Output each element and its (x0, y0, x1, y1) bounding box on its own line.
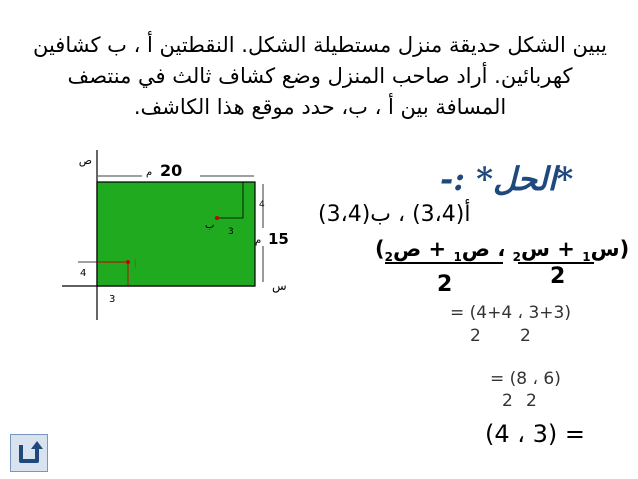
step-1-text: = (4+4 ، 3+3) (450, 303, 571, 323)
step-1-den-a: 2 (470, 326, 481, 346)
point-a-x: 3 (109, 294, 116, 305)
point-a-marker (126, 260, 130, 264)
point-a-label: أ (134, 261, 137, 271)
x-axis-label: س (272, 279, 287, 293)
midpoint-formula (375, 237, 629, 264)
formula-sub-x1: 1 (582, 250, 591, 265)
step-2-den-a: 2 (502, 391, 513, 411)
formula-sub-y1: 1 (453, 250, 462, 265)
point-b-label: ب (205, 220, 215, 231)
points-line: أ(3،4) ، ب(3،4) (318, 202, 471, 227)
problem-line-1: يبين الشكل حديقة منزل مستطيلة الشكل. النقطتين أ ، ب كشافين (32, 33, 608, 57)
problem-line-2: كهربائين. أراد صاحب المنزل وضع كشاف ثالث في منتصف (67, 64, 573, 88)
return-button[interactable] (10, 434, 48, 472)
step-2-den-b: 2 (526, 391, 537, 411)
formula-sub-x2: 2 (512, 250, 522, 265)
fraction-bar-left (385, 262, 503, 264)
point-b-x: 3 (228, 227, 234, 237)
denominator-right: 2 (550, 264, 566, 289)
y-axis-label: ص (78, 154, 92, 167)
width-value: 20 (160, 161, 183, 180)
problem-line-3: المسافة بين أ ، ب، حدد موقع هذا الكاشف. (133, 95, 507, 119)
final-answer: (4 ، 3) = (485, 420, 586, 448)
point-b-marker (215, 216, 219, 220)
return-arrow-icon (11, 435, 47, 471)
step-2: = (8 ، 6) (490, 369, 561, 389)
point-b-y: 4 (259, 200, 265, 210)
formula-close: ) (619, 237, 630, 261)
width-unit: م (146, 167, 153, 178)
solution-heading: *الحل* :- (440, 160, 574, 198)
formula-comma-y: ، ص (461, 237, 513, 261)
height-unit: م (255, 235, 262, 246)
formula-open: (س (375, 237, 620, 261)
step-1 (450, 303, 571, 323)
height-value: 15 (268, 230, 289, 248)
denominator-left: 2 (437, 272, 453, 297)
step-1-den-b: 2 (520, 326, 531, 346)
formula-plus-x: + س (521, 237, 583, 261)
formula-plus-y: + ص (392, 237, 454, 261)
formula-sub-y2: 2 (384, 250, 393, 265)
point-a-y: 4 (80, 268, 87, 279)
